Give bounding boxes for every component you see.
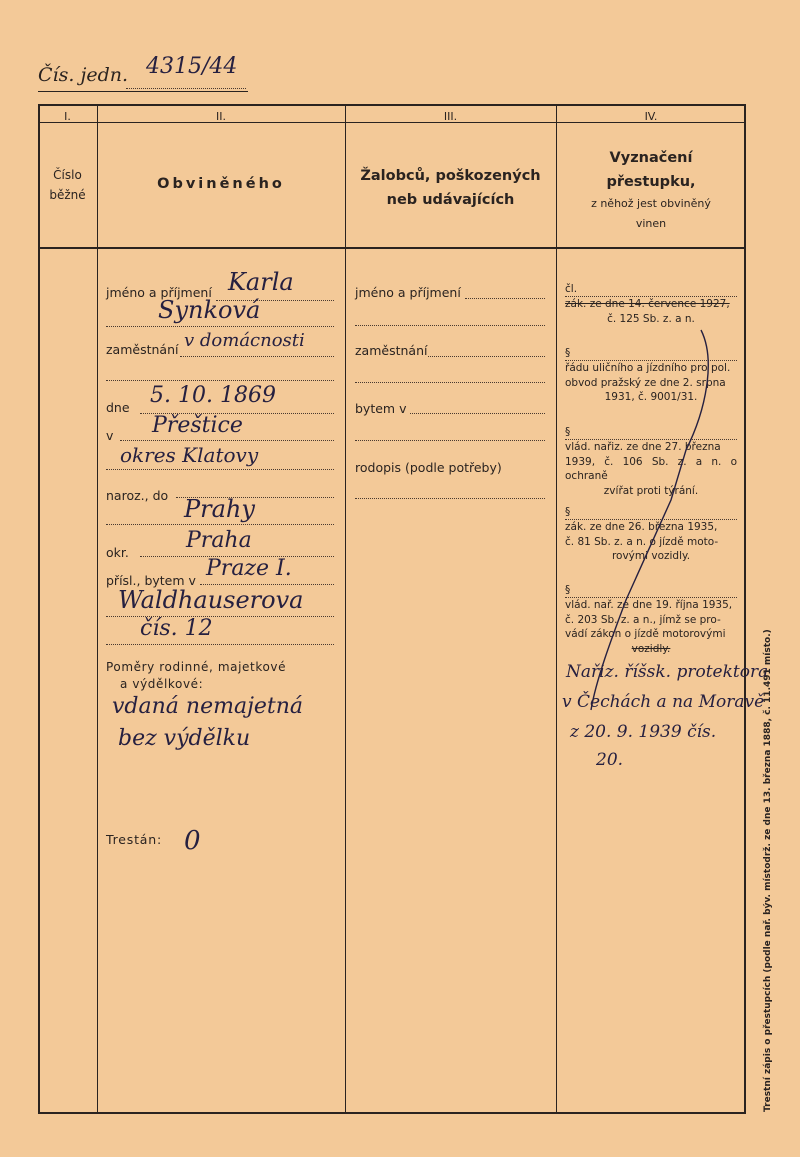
accused-birthdate: 5. 10. 1869 [150,383,276,408]
family-status-label-1: Poměry rodinné, majetkové [106,660,287,674]
offense-b2-line3: obvod pražský ze dne 2. srpna [565,376,726,389]
offense-handwritten-3: z 20. 9. 1939 čís. [570,722,717,742]
document-number-value: 4315/44 [146,54,238,79]
offense-b2-line1: § [565,346,737,361]
previous-convictions-label: Trestán: [106,832,162,847]
family-status-value-2: bez výdělku [118,726,251,751]
offense-b1-line1: čl. [565,282,737,297]
accused-occupation: v domácnosti [184,330,305,351]
plaintiff-residence-line [410,413,545,414]
offense-b1-line3: č. 125 Sb. z. a n. [607,312,695,325]
number-dotted-line [126,88,246,89]
plaintiff-name-line [465,298,545,299]
accused-occupation-label: zaměstnání [106,342,179,357]
offense-strike-line [556,300,746,720]
accused-residence-label: přísl., bytem v [106,573,196,588]
offense-b4-line1: § [565,505,737,520]
accused-street: Waldhauserova [118,586,304,614]
plaintiff-occupation-line [428,356,545,357]
form-side-note: Trestní zápis o přestupcích (podle nař. býv. místodrž. ze dne 13. března 1888, č. 11.491 místo.) [763,629,773,1112]
accused-house-number: čís. 12 [140,616,213,641]
accused-okr-value: Praha [186,528,252,553]
accused-district-line [106,469,334,470]
offense-b5-line1: § [565,583,737,598]
offense-handwritten-4: 20. [596,750,624,770]
accused-house-line [106,644,334,645]
accused-birthplace-label: v [106,428,114,443]
col-divider-1 [97,104,98,1114]
accused-name-label: jméno a příjmení [106,285,212,300]
header-row-divider [38,247,746,249]
offense-b3-line2: vlád. nařiz. ze dne 27. března [565,441,721,453]
accused-born-value: Prahy [184,495,255,523]
column-number-4: IV. [644,110,658,123]
offense-handwritten-2: v Čechách a na Moravě [562,692,765,712]
col2-header: Obviněného [157,176,285,192]
accused-name-line-2 [106,326,334,327]
offense-b4-line4: rovými vozidly. [611,550,691,562]
offense-b5-line2: vlád. nař. ze dne 19. října 1935, [565,599,733,611]
col-divider-2 [345,104,346,1114]
column-number-2: II. [216,110,226,123]
offense-b3-line3: 1939, č. 106 Sb. z. a n. o ochraně [565,455,737,482]
col4-header-sub2: vinen [635,217,667,230]
accused-occupation-line [180,356,334,357]
document-number-label: Čís. jedn. [38,64,129,86]
col3-header-line1: Žalobců, poškozených [360,168,541,184]
document-number-header [38,54,248,94]
offense-b3-line1: § [565,425,737,440]
col4-header-title1: Vyznačení [609,150,693,166]
family-status-label-2: a výdělkové: [120,677,204,691]
family-status-value-1: vdaná nemajetná [112,694,304,719]
accused-residence-line [200,584,334,585]
plaintiff-rodopis-line [355,498,545,499]
col3-header-line2: neb udávajících [386,192,515,208]
column-number-1: I. [64,110,71,123]
col1-header [38,165,97,205]
col3-header [345,164,556,212]
offense-b5-line3: č. 203 Sb. z. a n., jímž se pro- [565,613,721,626]
offense-b5-line5: vozidly. [631,642,671,655]
accused-birthplace: Přeštice [152,413,243,438]
previous-convictions-value: 0 [184,826,201,856]
col4-header-title2: přestupku, [606,174,696,190]
accused-first-name: Karla [228,268,294,296]
plaintiff-residence-line-2 [355,440,545,441]
accused-okr-label: okr. [106,545,129,560]
accused-residence-city: Praze I. [206,556,292,581]
accused-occupation-line-2 [106,380,334,381]
accused-district: okres Klatovy [120,443,259,467]
offense-b5-line4: vádí zákon o jízdě motorovými [565,628,726,640]
accused-born-line-2 [106,524,334,525]
offense-b3-line4: zvířat proti týrání. [603,484,699,497]
accused-surname: Synková [158,296,261,324]
offense-b4-line2: zák. ze dne 26. března 1935, [565,521,718,533]
accused-birthdate-label: dne [106,400,130,415]
offense-b4-line3: č. 81 Sb. z. a n. o jízdě moto- [565,535,719,548]
col4-header-sub1: z něhož jest obviněný [591,197,711,210]
header-underline [38,91,248,92]
col1-header-line1: Číslo [53,168,82,182]
accused-born-label: naroz., do [106,488,169,503]
plaintiff-occupation-label: zaměstnání [355,343,428,358]
plaintiff-name-line-2 [355,325,545,326]
offense-b2-line4: 1931, č. 9001/31. [604,391,698,403]
plaintiff-occupation-line-2 [355,382,545,383]
offense-handwritten-1: Nařiz. říšsk. protektora [566,662,769,682]
plaintiff-name-label: jméno a příjmení [355,285,461,300]
plaintiff-residence-label: bytem v [355,401,407,416]
column-number-3: III. [443,110,458,123]
plaintiff-rodopis-label: rodopis (podle potřeby) [355,460,502,475]
col4-header [556,146,746,234]
accused-birthplace-line [120,440,334,441]
col1-header-line2: běžné [49,188,86,202]
offense-b2-line2: řádu uličního a jízdního pro pol. [565,362,731,374]
offense-b1-line2: zák. ze dne 14. července 1927, [565,298,730,310]
